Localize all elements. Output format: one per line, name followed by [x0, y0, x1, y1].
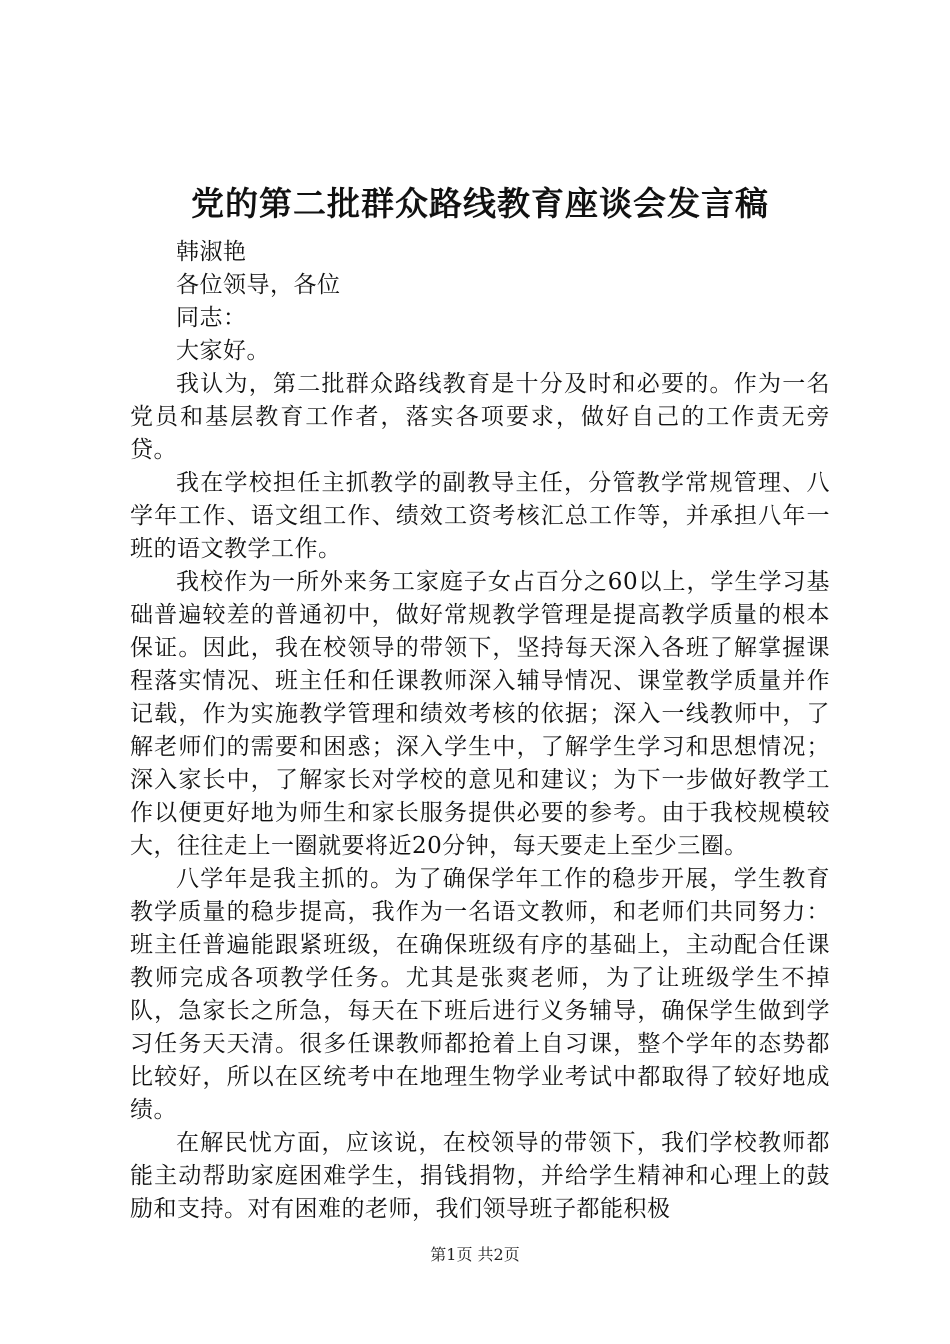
body-paragraph: 在解民忧方面，应该说，在校领导的带领下，我们学校教师都能主动帮助家庭困难学生，捐钱捐物，并给学生精神和心理上的鼓励和支持。对有困难的老师，我们领导班子都能积极	[130, 1130, 830, 1222]
salutation-line-2: 同志：	[176, 305, 247, 331]
body-paragraph: 我校作为一所外来务工家庭子女占百分之60以上，学生学习基础普遍较差的普通初中，做好常规教学管理是提高教学质量的根本保证。因此，我在校领导的带领下，坚持每天深入各班了解掌握课程落实情况、班主任和任课教师深入辅导情况、课堂教学质量并作记载，作为实施教学管理和绩效考核的依据；深入一线教师中，了解老师们的需要和困惑；深入学生中，了解学生学习和思想情况；深入家长中，了解家长对学校的意见和建议；为下一步做好教学工作以便更好地为师生和家长服务提供必要的参考。由于我校规模较大，往往走上一圈就要将近20分钟，每天要走上至少三圈。	[130, 569, 830, 859]
greeting: 大家好。	[176, 338, 270, 364]
body-paragraph: 我在学校担任主抓教学的副教导主任，分管教学常规管理、八学年工作、语文组工作、绩效工资考核汇总工作等，并承担八年一班的语文教学工作。	[130, 470, 830, 562]
body-paragraph: 我认为，第二批群众路线教育是十分及时和必要的。作为一名党员和基层教育工作者，落实各项要求，做好自己的工作责无旁贷。	[130, 371, 830, 463]
document-body	[130, 236, 830, 1226]
salutation-line-1: 各位领导，各位	[176, 272, 341, 298]
body-paragraph: 八学年是我主抓的。为了确保学年工作的稳步开展，学生教育教学质量的稳步提高，我作为一名语文教师，和老师们共同努力：班主任普遍能跟紧班级，在确保班级有序的基础上，主动配合任课教师完成各项教学任务。尤其是张爽老师，为了让班级学生不掉队，急家长之所急，每天在下班后进行义务辅导，确保学生做到学习任务天天清。很多任课教师都抢着上自习课，整个学年的态势都比较好，所以在区统考中在地理生物学业考试中都取得了较好地成绩。	[130, 866, 830, 1123]
document-title: 党的第二批群众路线教育座谈会发言稿	[191, 184, 769, 223]
page-footer: 第1页 共2页	[430, 1245, 520, 1264]
author-name: 韩淑艳	[176, 239, 247, 265]
